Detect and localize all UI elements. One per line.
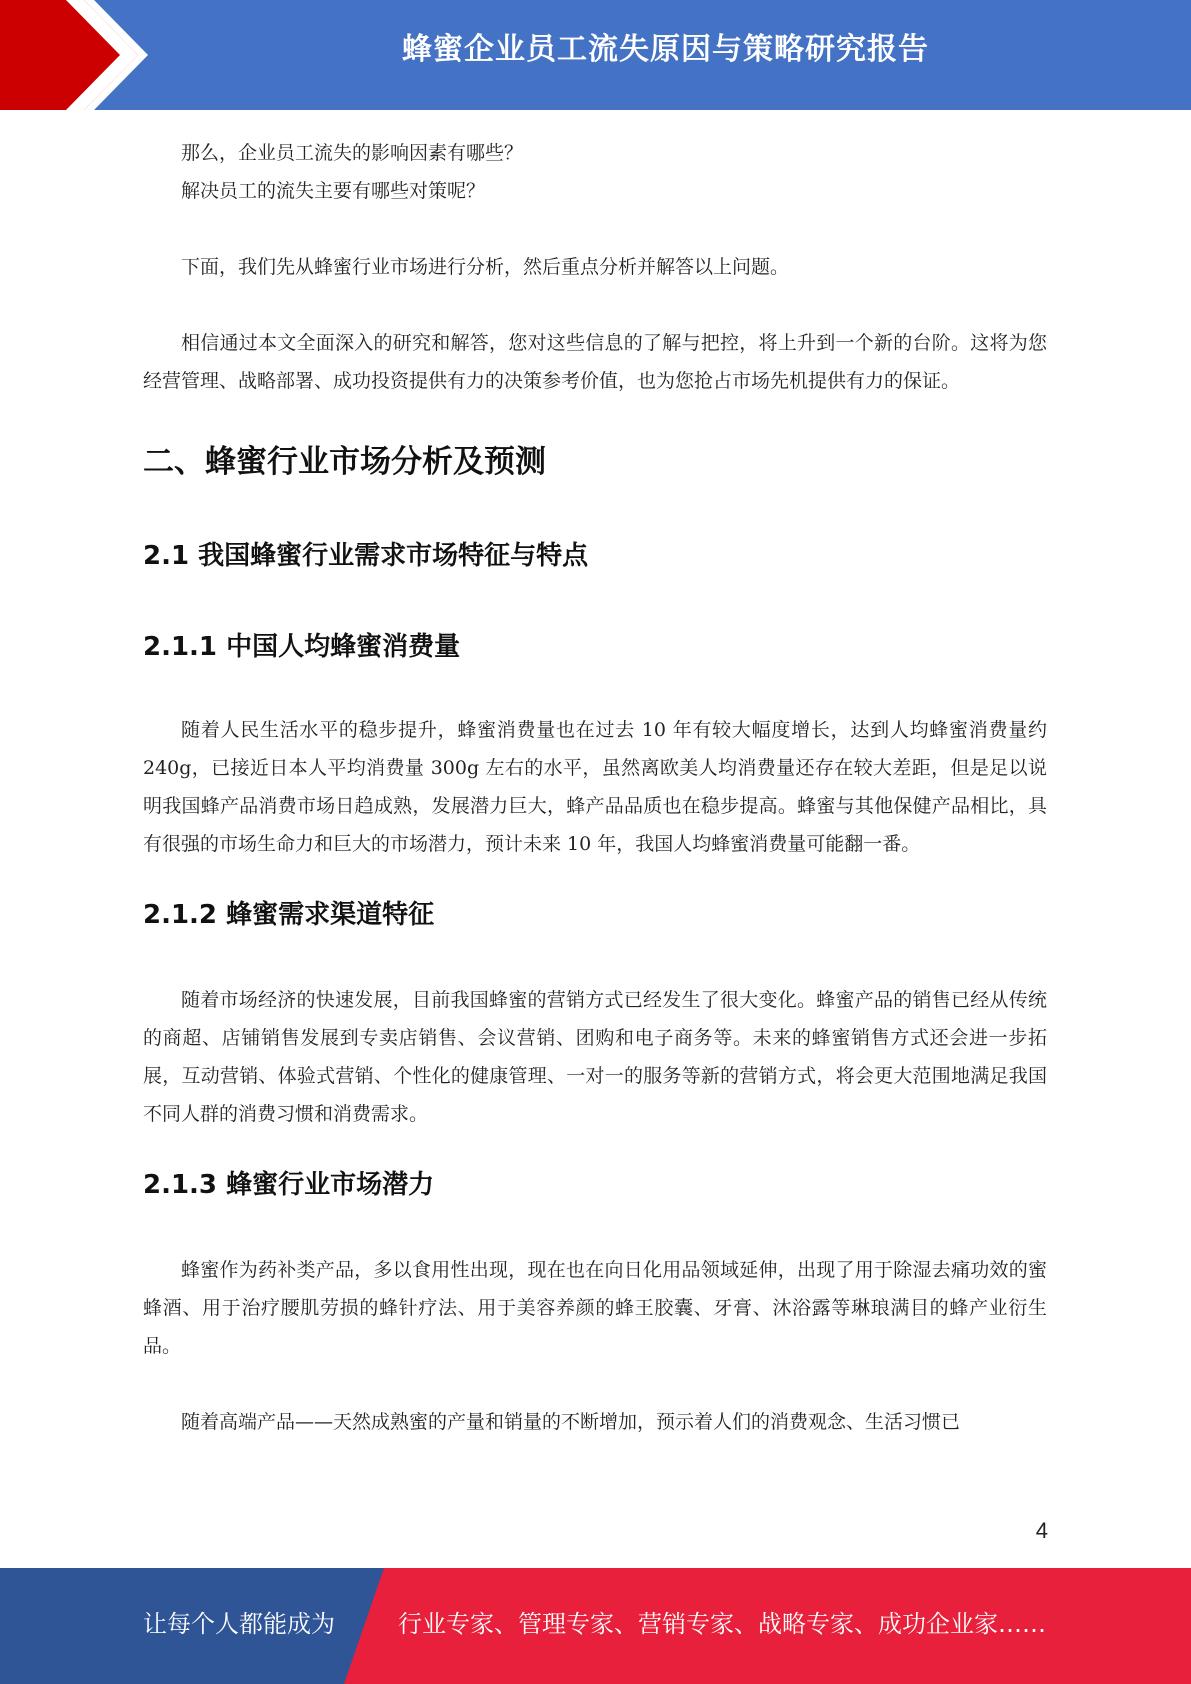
intro-paragraph-2: 相信通过本文全面深入的研究和解答，您对这些信息的了解与把控，将上升到一个新的台阶。这将为您经营管理、战略部署、成功投资提供有力的决策参考价值，也为您抢占市场先机提供有力的保证。 bbox=[143, 332, 1047, 392]
page-number: 4 bbox=[1035, 1518, 1048, 1543]
subsection-heading-2-1: 2.1 我国蜂蜜行业需求市场特征与特点 bbox=[143, 541, 589, 571]
footer-slogan-right: 行业专家、管理专家、营销专家、战略专家、成功企业家…… bbox=[398, 1610, 1046, 1638]
intro-paragraph-1: 下面，我们先从蜂蜜行业市场进行分析，然后重点分析并解答以上问题。 bbox=[181, 256, 790, 278]
page-header bbox=[0, 0, 1191, 110]
page-footer bbox=[0, 1568, 1191, 1684]
paragraph-2-1-3b: 随着高端产品——天然成熟蜜的产量和销量的不断增加，预示着人们的消费观念、生活习惯已 bbox=[181, 1411, 961, 1433]
subsection-heading-2-1-1: 2.1.1 中国人均蜂蜜消费量 bbox=[143, 632, 461, 662]
subsection-heading-2-1-3: 2.1.3 蜂蜜行业市场潜力 bbox=[143, 1170, 435, 1200]
header-title: 蜂蜜企业员工流失原因与策略研究报告 bbox=[402, 32, 929, 67]
document-body bbox=[143, 134, 1047, 1441]
section-heading: 二、蜂蜜行业市场分析及预测 bbox=[143, 444, 546, 480]
intro-question-1: 那么，企业员工流失的影响因素有哪些？ bbox=[181, 142, 524, 164]
subsection-heading-2-1-2: 2.1.2 蜂蜜需求渠道特征 bbox=[143, 900, 435, 930]
intro-question-2: 解决员工的流失主要有哪些对策呢？ bbox=[181, 180, 486, 202]
footer-slogan-left: 让每个人都能成为 bbox=[143, 1610, 335, 1638]
paragraph-2-1-2: 随着市场经济的快速发展，目前我国蜂蜜的营销方式已经发生了很大变化。蜂蜜产品的销售已经从传统的商超、店铺销售发展到专卖店销售、会议营销、团购和电子商务等。未来的蜂蜜销售方式还会进一步拓展，互动营销、体验式营销、个性化的健康管理、一对一的服务等新的营销方式，将会更大范围地满足我国不同人群的消费习惯和消费需求。 bbox=[143, 989, 1047, 1125]
paragraph-2-1-1: 随着人民生活水平的稳步提升，蜂蜜消费量也在过去 10 年有较大幅度增长，达到人均蜂蜜消费量约 240g，已接近日本人平均消费量 300g 左右的水平，虽然离欧美人均消费量还存在较大差距，但是足以说明我国蜂产品消费市场日趋成熟，发展潜力巨大，蜂产品品质也在稳步提高。蜂蜜与其他保健产品相比，具有很强的市场生命力和巨大的市场潜力，预计未来 10 年，我国人均蜂蜜消费量可能翻一番。 bbox=[143, 719, 1047, 855]
paragraph-2-1-3a: 蜂蜜作为药补类产品，多以食用性出现，现在也在向日化用品领域延伸，出现了用于除湿去痛功效的蜜蜂酒、用于治疗腰肌劳损的蜂针疗法、用于美容养颜的蜂王胶囊、牙膏、沐浴露等琳琅满目的蜂产业衍生品。 bbox=[143, 1259, 1047, 1357]
